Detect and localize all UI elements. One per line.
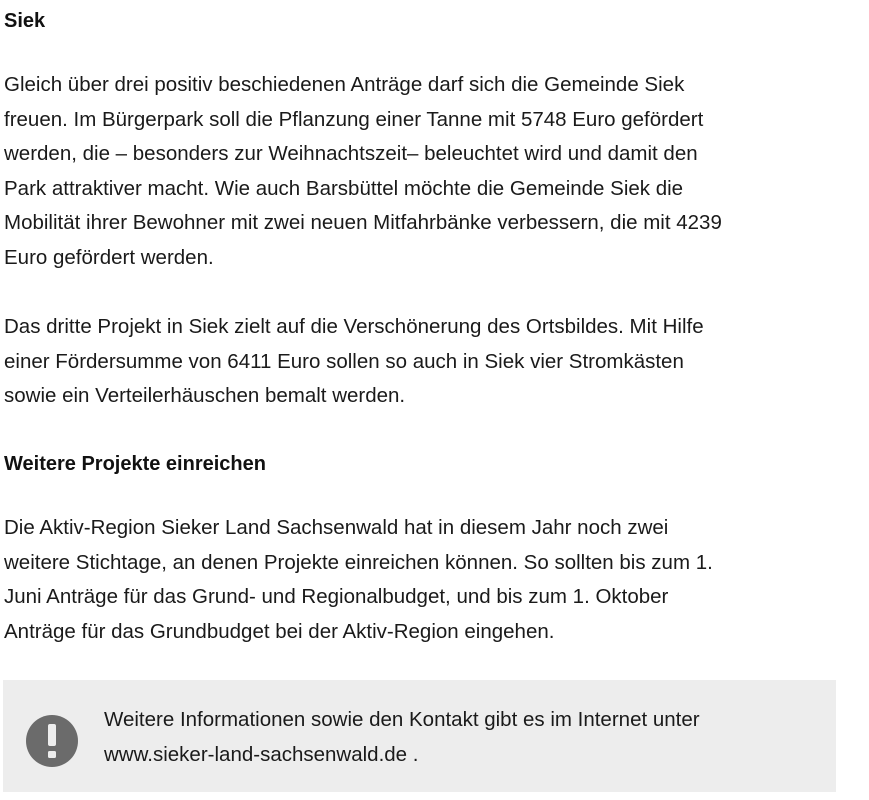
info-text bbox=[104, 703, 824, 772]
section-heading-weitere-projekte: Weitere Projekte einreichen bbox=[4, 453, 266, 475]
paragraph-line: Mobilität ihrer Bewohner mit zwei neuen Mitfahrbänke verbessern, die mit 4239 bbox=[4, 211, 722, 234]
paragraph-line: sowie ein Verteilerhäuschen bemalt werden. bbox=[4, 384, 406, 407]
info-box bbox=[3, 680, 836, 792]
website-link[interactable]: www.sieker-land-sachsenwald.de . bbox=[104, 742, 419, 766]
paragraph-third-project bbox=[4, 310, 844, 414]
paragraph-line: freuen. Im Bürgerpark soll die Pflanzung einer Tanne mit 5748 Euro gefördert bbox=[4, 107, 704, 131]
paragraph-line: Gleich über drei positiv beschiedenen Anträge darf sich die Gemeinde Siek bbox=[4, 73, 685, 96]
paragraph-line: Das dritte Projekt in Siek zielt auf die Verschönerung des Ortsbildes. Mit Hilfe bbox=[4, 315, 704, 338]
paragraph-line: Die Aktiv-Region Sieker Land Sachsenwald hat in diesem Jahr noch zwei bbox=[4, 516, 669, 539]
paragraph-siek-projects bbox=[4, 68, 844, 275]
paragraph-line: Juni Anträge für das Grund- und Regionalbudget, und bis zum 1. Oktober bbox=[4, 585, 669, 608]
paragraph-line: werden, die – besonders zur Weihnachtszeit– beleuchtet wird und damit den bbox=[4, 142, 698, 165]
info-line: Weitere Informationen sowie den Kontakt gibt es im Internet unter bbox=[104, 708, 700, 731]
section-heading-siek: Siek bbox=[4, 10, 46, 32]
paragraph-line: weitere Stichtage, an denen Projekte einreichen können. So sollten bis zum 1. bbox=[4, 550, 713, 574]
paragraph-line: einer Fördersumme von 6411 Euro sollen so auch in Siek vier Stromkästen bbox=[4, 349, 684, 373]
exclamation-circle-icon bbox=[24, 713, 80, 769]
paragraph-line: Park attraktiver macht. Wie auch Barsbüttel möchte die Gemeinde Siek die bbox=[4, 176, 684, 200]
paragraph-deadlines bbox=[4, 511, 844, 649]
paragraph-line: Anträge für das Grundbudget bei der Aktiv-Region eingehen. bbox=[4, 619, 555, 643]
paragraph-line: Euro gefördert werden. bbox=[4, 245, 214, 269]
